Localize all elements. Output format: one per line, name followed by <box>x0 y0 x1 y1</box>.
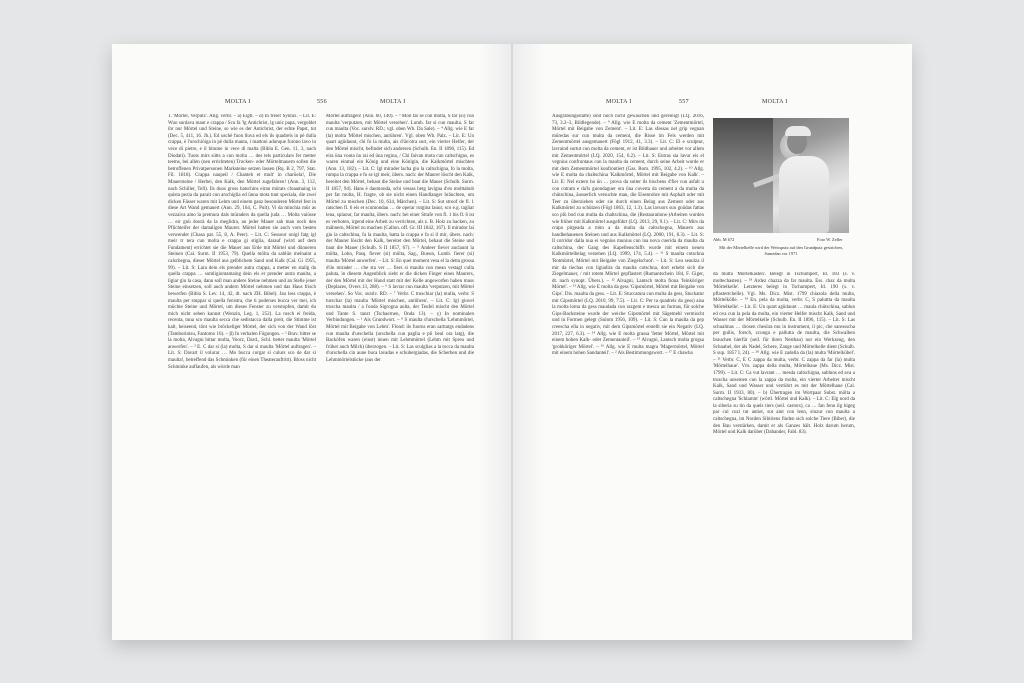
right-column-2-text: da multa 'Mörtelkasten'. Belegt in Tschumpert, Id. 183 (s. v. moltechasten). – ¹⁸ Ardez chazza da far maulta. Ess. chaz da multa 'Mörtelkelle'. Letzteres belegt in Tschumpert, Id. 190 (s. v. pflastertchelle). Vgl. Ms. Dicz. Mist. 1799 chiazola della multa, Mörtelkölle. – ¹⁹ En. pela da molta, verbr. C, S paluttta da maulta 'Mörtelkelle'. – Lit. E: Un quart agüdaunt … maula chütschina, sablun ed ova cun la pela da molta, ein vierter Helfer mischt Kalk, Sand und Wasser mit der Mörtelkelle (Schulb. En. II 1896, 115). – Lit. S: Las schualmas … drosen chesüra mu in instrument, il pic, che saressscha per guilis, forsch, zcunga e pallutta de maulta, die Schwalben brauchen hierfür (seil. für ihren Nestbau) nur ein Werkzeug, den Schnabel, der als Nadel, Schere, Zange und Mörtelkelle dient (Schulb. S sup. 1857 I, 24). – ²⁰ Allg. wie E zadella da (la) multa 'Mörtelkübel'. – ²¹ Verbr. C, E C zappa da multa, verbr. C zappa da far (la) multa 'Mörtelhaue'. Vm. zappa della multa, Mörtelhaue (Ms. Dicz. Mist. 1799). – Lit. C: Ca vut lavrant … mesda caltschigna, sabluns ed ava a truscha unsemen cun la zappa da molta, ein vierter Arbeiter mischt Kalk, Sand und Wasser und verrührt es mit der Mörtelhaue (Cal. Surm. II 1933, 80). – b) Übertragen im Wortpaar Subst. mölta a caltschegna 'Schlamm' (wörtl. Mörtel und Kalk). – Lit. C: Elg nord da la siberia su tin da quels tiers (seil. castors), ca … fan fenn ilg bigeg par cul cuzi tut antier, sut aint cun lenn, sinzur cun maulta a caltschegna, im Norden Sibiriens finden sich solche Tiere (Biber), die den Bau verstärken, damit er als Ganzes hält. Holz darum herum, Mörtel und Kalk darüber (Dabander, Fabl. 83). <box>713 272 855 436</box>
figure-caption: Mit der Mörtelkelle wird der Weissputz auf den Grundputz gestrichen, Samedan vor 1971 <box>719 245 843 256</box>
right-page-number: 557 <box>679 99 689 105</box>
figure-credit: Foto W. Zeller <box>817 237 843 242</box>
book-spread <box>112 44 912 640</box>
left-header-left: MOLTA I <box>225 99 251 105</box>
right-page <box>512 44 912 640</box>
left-page-number: 556 <box>317 99 327 105</box>
left-page <box>112 44 512 640</box>
right-column-1 <box>552 114 704 584</box>
left-header-right: MOLTA I <box>380 99 406 105</box>
photo-plasterer-body <box>779 156 829 233</box>
figure-photo <box>713 118 849 233</box>
left-column-2-text: Mörtel auftragen! (Ann. 60, 140). – ³ Mon far se cun molta, S far (si) cun maulta 'verputzen, mit Mörtel versehen'. Lumb. far si cun maulta. S far cun maulta (Voc. surslv. RD.; vgl. oben Wb. Da Sale). – ⁴ Allg. wie E far (la) molta 'Mörtel mischen, anrühren'. Vgl. oben Wb. Palz. – Lit. E: Un quart agüdaunt, chi fo la multa, ais d'ün'otra surt, ein vierter Helfer, der den Mörtel mischt, befindet sich andersen (Schulb. En. II 1896, 115). Ed eira üna vouta ün rai ed üna regina, / Chi faivan mota cun caltschigns, es waren einmal ein König und eine Königin, die Kalkmörtel mischten (Ann. 13, 182). – Lit. C: Igl mirader lacha gio la caltschigna, fo la molta, rumpa la crappa e fo se igl meir, übers. nach: der Maurer löscht den Kalk, bereitet den Mörtel, behaut die Steine und baut die Mauer (Schulb. Surm. II 1857, 94). Hans è daumonda, schi vessas betg lavigna d'en molttabub per far molta, H. fragte, ob sie nicht einen Handlanger bräuchten, um Mörtel zu mischen (Dec. 10, 634, Märchen). – Lit. S: Sut stroof de fl. 1 ratschen fl. 6 eis et scumondau … de operar rutgina lauur, sco e.g. tagliar lena, splaour, far maulta, übers. nach: bei einer Strafe von fl. 1 bis fl. 6 ist es verboten, irgend eine Arbeit zu verrichten, als z. B. Holz zu hacken, zu mähnern, Mörtel zu machen (Callon. off. Gr. III 1842, 167). Il mirador lai giu la caltschina, fa la maulta, batta la crappa e fa si il mir, übers. nach: der Maurer löscht den Kalk, bereitet den Mörtel, behaut die Steine und baut die Mauer (Schulb. S II 1857, 67). – ⁵ Andeer fiever auclaunt la mölta, Lohn, Pasq. fiever (si) mölta, Sag., Bueun, Lumb. fierer (si) maulta 'Mörtel anwerfen'. – Lit. S: En quei moment vesa el la detta grossa d'ün mirader … che sta ver … fiers si maulta cun mean vestagl culla paluta, in diesem Augenblick sieht er die dicken Finger eines Maurers, der den Mörtel mit der Hand statt mit der Kelle angeworfen haben muss (Deplazes, Overs 13, 288). – ⁶ S lavrar cun maulta 'verputzen, mit Mörtel versehen'. So Voc. surslv. RD. – ⁷ Verbr. C truschiar (la) mulla, verbr. S turschar (la) maulta 'Mörtel mischen, anrühren'. – Lit. C: Igl giuvel truscha maulta / a l'onda Sigrogna aulta, der Teufel mischt den Mörtel und Tante S. tanzt (Tschaernen, Onda 13). – γ) In nominalen Verbindungen. – ¹ Als Grundwort. – ⁸ S maulta d'urschella 'Lehmmörtel, Mörtel mit Beigabe von Lehm'. Flond: ils fuorns eran sarttatgs endadens cun maulta d'urschella (urschella cun paglia e pli beul ora latg), die Backöfen waren (einst) innen mit Lehmmörtel (Lehm mit Spreu und früher auch Milch) überzogen. – Lit. S: Las sculglias a la tocca da maulta d'urschella cin aune buca lavadas e schubergiadas, die Scherben und die Lehmmörtelstücke (aus der <box>326 114 474 363</box>
right-header-left: MOLTA I <box>606 99 632 105</box>
photo-wall <box>713 118 773 233</box>
right-header-right: MOLTA I <box>762 99 788 105</box>
left-column-2 <box>326 114 474 584</box>
right-column-2 <box>713 272 855 584</box>
left-column-1 <box>168 114 316 584</box>
spine-gutter <box>511 44 513 640</box>
left-column-1-text: 1. 'Mörtel, Verputz'. Allg. verbr. – a) Eigtl. – α) In freier Syntax. – Lit. E: Wuo surdava maut e crappa / Scu fa 'lg Antichrist, lg unic papa, vergoldet ihr nur Mörtel und Steine, so wie es der Antichrist, der echte Papst, tut (Dec. 5, 411, 16. Jh.). Ed uschè fuon lluva ed els ils quadrels in pè dulla crappa, è l'urschiöiga in pè dulla mauta, i mattoni adunque furono lavo in vece di pietre, e il bitume in vece di malta (Bibla E. Gen. 11, 3, nach Diodati). Tuots mirs sütts a cun molta … des tels particulars fer metter teems, bei allen (neu errichteten) Trocken- oder Mörtelmauern sollen die betroffenen Privatpersonen Marksteine setzen lassen (Rq. B 2, 797, Stat. Fil. 1818). Crappa naupeil / Chanteh et mult' in charüela!, Die Mauersteine / Herbei, den Kalk, den Mörtel zugefahren! (Ann. 3, 112, nach Schiller, Tell). Ils duos gross batschins eiran mörats cloaamaing in quista pezia da parait cun arschiglia ed ünna mota tunt speciala, die zwei dicken Fässer waren mit Lehm und einem ganz besonderen Mörtel fest in diese Art Wand gemauert (Ann. 29, 164, C. Pult). Vi da minchia mür as vezzaiva amo la premura dals müraders da quella juda … Molta vaiüsse … eir gnü dourà da la meglidra, an jeder Mauer sah man noch den Pflichteifer der damaligen Maurer. Mörtel hatten sie auch vom besten verwendet (Chasa pat. 55, 8, A. Peer). – Lit. C: Sessour onigl fatg igl meir tr tera cun molta e crappa gi stiglia, darauf (wird auf dem Fundament) errichtet sie die Mauer aus Erde mit Mörtel und dünneren Steinen (Cal. Surm. II 1953, 79). Quella mölta da sablün melnaint a calschegna, dieser Mörtel aus gelblichem Sand und Kalk (Cal. Gi 1955, 99). – Lit. S: Lara dein els prender autra crappa, a metter en stailg da quella crappa … sumligiontamaing dein els er prender autra maulta, a ligiar giu la casa, dann soll man andere Steine nehmen und an Stelle jener Steine einsetzen, soll auch andern Mörtel nehmen und das Haus frisch bewerfen (Bibla S. Lev. 14, 42, dt. nach ZH. Bibel). Jau less crappa, è maulta per stuppar si quella fenistra, che ti puderses bucca ver mei, ich möchte Steine und Mörtel, um dieses Fenster zu verstopfen, damit du mich nicht sehen kannst (Wenzin, Leg. 1, 252). La rusch ei freida, recenta, tuna sco maulta secca che sedistacca dalla preit, die Stimme ist kalt, heiseend, tönt wie bröckeliger Mörtel, der sich von der Wand löst (Tamborinisu, Fantomo 16). – β) In verbalen Fügungen. – ¹ Brav. bitter se la molta, Alvagni bittar multa, Voorz, Dard., Schl. better maulta 'Mörtel anwerfen'. – ² E. C dar si (la) molta, S dar si maulta 'Mörtel auftragen'. – Lit. S: Davart il volurar … Mo bucca corgar si culurs sco de dar si maulta!, betreffend das Schminken (für einen Theaterauftritt). Bloss nicht Schminke auflaufen, als würde man <box>168 114 316 370</box>
right-column-1-text: Ausgrabungsstätte) sind noch nicht gewaschen und gereinigt (LQ. 2016, 73, 3.2–3, Bildlegende). – ⁹ Allg. wie E molta da cement 'Zementmörtel, Mörtel mit Beigabe von Zement'. – Lit. E: Las sfessas nel grip vegnan müredas sur cun multa da cement, die Risse im Fels werden mit Zementmörtel ausgemauert (Fögl 1912, 41, 3.3). – Lit. C: El e sculptur, lavraind surtut cun molta da cement, er ist Bildhauer und arbeitet vor allem mit Zementmörtel (LQ. 2020, 154, 6.2). – Lit. S: Entras sia lavur eis el vegnius confruntaus cun la maulta da cement, durch seine Arbeit wurde er mit dem Zementmörtel konfrontiert (Gas. Rom. 1995, 102, 4.2). – ¹⁰ Allg. wie E molta da chaltschina 'Kalkmörtel, Mörtel mit Beigabe von Kalk'. – Lit. E: Nel extern ho ün … prova da sutter ils bischens d'fier cun asfalt u con cutram e da'ls guondaguer ora üna cuverta da cement a da multa da chütschina, äusserlich versuchte man, die Eisenrohre mit Asphalt oder mit Teer zu überziehen oder sie durch einen Belag aus Zement oder aus Kalkmörtel zu schützen (Fögl 1863, 12, 1.3). Las lavuors sun gnüdas fattas sco plü bod cun multa da chaltschina, die (Restaurations-)Arbeiten wurden wie früher mit Kalkmörtel ausgeführt (LQ. 2013, 29, 9.1). – Lit. C: Mirs da crapa pitgeada a mùn a da multa da caltschegna, Mauern aus handbehauenen Steinen und aus Kalkmörtel (LQ. 2000, 191, 8.3). – Lit. S: Il corridor dalla nua ei vegnius munius cun ina nova cuerida da maulta da caltschina, der Gang des Kapellenschiffs wurde mit einem neuen Kalkmörtelbelag versehen (LQ. 1999, 174, 5.4). – ¹¹ S maulta cotschna 'Rotmörtel, Mörtel mit Beigabe von Ziegelschrot'. – Lit. S: Leu seaulza il mir da tiechas cun ligiadira da maulta cotschna, dort erhebt sich die Ziegelmauer, / mit rotem Mörtel gepflastert (Rumantschein 184, F. Giger, dt. nach synopt. Übers.). – ¹² Alvagni, Lantsch molta fiona 'feinköriger Mörtel'. – ¹³ Allg. wie E molta da gess 'Gipsmörtel, Mörtel mit Beigabe von Gips'. Dis. maulta da gess. – Lit. E: Stuccatura cun multa da gess, Stuckatur mit Gipsmörtel (LQ. 2010, 99, 7.5). – Lit. C: Per ta quadrels da gess) aisa la molta loma da gess maudada cun razgem e mesca an furmas, für solche Gips-Backsteine wurde der weiche Gipsmörtel mit Sägemehl vermischt und in Formen gelegt (Sulom 1956, 109). – Lit. S: Cun la maulta da gep creescha ella in negativ, mit dem Gipsmörtel erstellt sie ein Negativ (LQ. 2017, 227, 6.3). – ¹⁴ Allg. wie E molta grassa 'fetter Mörtel, Mörtel mit einem hohen Kalk- oder Zementanteil'. – ¹⁵ Alvagni, Lantsch molta grogsa 'grobköriger Mörtel'. – ¹⁶ Allg. wie E multa magra 'Magermörtel, Mörtel mit einem hohen Sandanteil'. – ² Als Bestimmungswort. – ¹⁷ E chawha <box>552 114 704 357</box>
photo-plasterer-cap <box>785 126 811 136</box>
figure-label: Abb. M 672 <box>713 237 735 242</box>
